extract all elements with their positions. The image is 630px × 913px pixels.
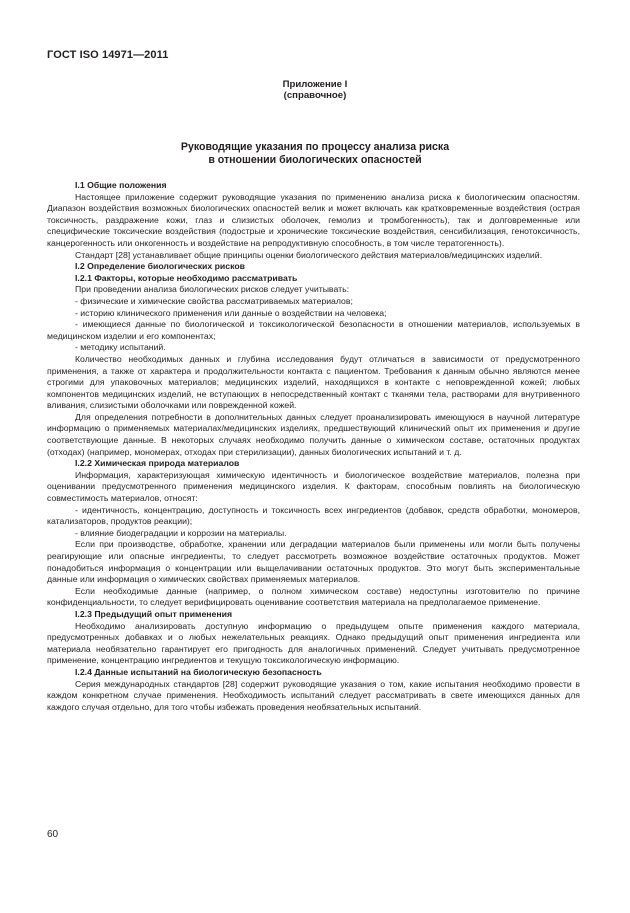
body-paragraph: Серия международных стандартов [28] содержит руководящие указания о том, какие испытания необходимо провести в каждом конкретном случае применения. Необходимость испытаний следует рассматривать в свете имеющихся данных для каждого случая отдельно, для того чтобы избежать проведения необязательных испытаний. [47,678,580,712]
body-paragraph: - физические и химические свойства рассматриваемых материалов; [75,295,353,306]
body-paragraph: Для определения потребности в дополнительных данных следует проанализировать имеющуюся в научной литературе информацию о применяемых материалах/медицинских изделиях, предшествующий клинический опыт их применения и другие соответствующие данные. В некоторых случаях необходимо получить данные о химическом составе, остаточных продуктах (отходах) (например, мономерах, отходах при стерилизации), данных биологических испытаний и т. д. [47,411,580,457]
body-paragraph: Если необходимые данные (например, о полном химическом составе) недоступны изготовителю по причине конфиденциальности, то следует верифицировать оценивание соответствия материала на предполагаемое применение. [47,585,580,608]
body-paragraph: При проведении анализа биологических рисков следует учитывать: [75,284,350,295]
subsection-heading: I.2.4 Данные испытаний на биологическую безопасность [75,666,322,677]
body-paragraph: Если при производстве, обработке, хранении или деградации материалов были применены или могли быть получены реагирующие или опасные ингредиенты, то следует рассмотреть возможное воздействие остаточных продуктов. Может понадобиться информация о концентрации или выщелачивании остаточных продуктов. Это могут быть экспериментальные данные или информация о химических свойствах применяемых материалов. [47,539,580,585]
subsection-heading: I.1 Общие положения [75,180,167,190]
section-title-line-2: в отношении биологических опасностей [208,154,422,166]
subsection-heading: I.2.2 Химическая природа материалов [75,458,240,469]
subsection-heading: I.2 Определение биологических рисков [75,261,245,272]
document-code-header: ГОСТ ISO 14971—2011 [47,49,169,61]
section-title [0,141,630,167]
body-paragraph: Настоящее приложение содержит руководящие указания по применению анализа риска к биологическим опасностям. Диапазон воздействия возможных биологических опасностей велик и может включать как кратковременные воздействия (острая токсичность, раздражение кожи, глаз и слизистых оболочек, гемолиз и тромбогенность), так и долговременные или специфические токсические воздействия (подострые и хронические токсические воздействия, сенсибилизация, генотоксичность, канцерогенность или онкогенность и воздействие на репродуктивную способность, в том числе тератогенность). [47,191,580,248]
appendix-label: Приложение I [282,79,348,90]
body-paragraph: Информация, характеризующая химическую идентичность и биологическое воздействие материалов, полезна при оценивании предусмотренного применения медицинского изделия. К факторам, способным повлиять на биологическую совместимость материалов, относят: [47,469,580,504]
body-paragraph: - историю клинического применения или данные о воздействии на человека; [75,307,387,318]
subsection-heading: I.2.1 Факторы, которые необходимо рассматривать [75,272,298,283]
appendix-heading [0,79,630,102]
subsection-heading: I.2.3 Предыдущий опыт применения [75,608,233,619]
section-title-line-1: Руководящие указания по процессу анализа риска [180,141,450,153]
body-paragraph: Необходимо анализировать доступную информацию о предыдущем опыте применения каждого материала, предусмотренных добавках и о любых нежелательных реакциях. Однако предыдущий опыт применения ингредиента или материала необязательно гарантирует его пригодность для аналогичных применений. Следует учитывать предусмотренное применение, концентрацию ингредиентов и текущую токсикологическую информацию. [47,620,580,666]
body-paragraph: - методику испытаний. [75,342,166,353]
page-number: 60 [47,829,59,840]
document-body [47,180,580,713]
appendix-type: (справочное) [283,90,347,102]
body-paragraph: - влияние биодеградации и коррозии на материалы. [75,527,287,538]
body-paragraph: Стандарт [28] устанавливает общие принципы оценки биологического действия материалов/медицинских изделий. [75,249,543,260]
body-paragraph: Количество необходимых данных и глубина исследования будут отличаться в зависимости от предусмотренного применения, а также от характера и продолжительности контакта с пациентом. Требования к данным обычно являются менее строгими для упаковочных материалов; медицинских изделий, находящихся в контакте с неповрежденной кожей; любых компонентов медицинских изделий, не вступающих в непосредственный контакт с тканями тела, растворами для внутривенного вливания, слизистыми оболочками или поврежденной кожей. [47,353,580,411]
body-paragraph: - идентичность, концентрацию, доступность и токсичность всех ингредиентов (добавок, средств обработки, мономеров, катализаторов, продуктов реакции); [47,504,580,527]
body-paragraph: - имеющиеся данные по биологической и токсикологической безопасности в отношении материалов, используемых в медицинском изделии и его компонентах; [47,319,580,341]
